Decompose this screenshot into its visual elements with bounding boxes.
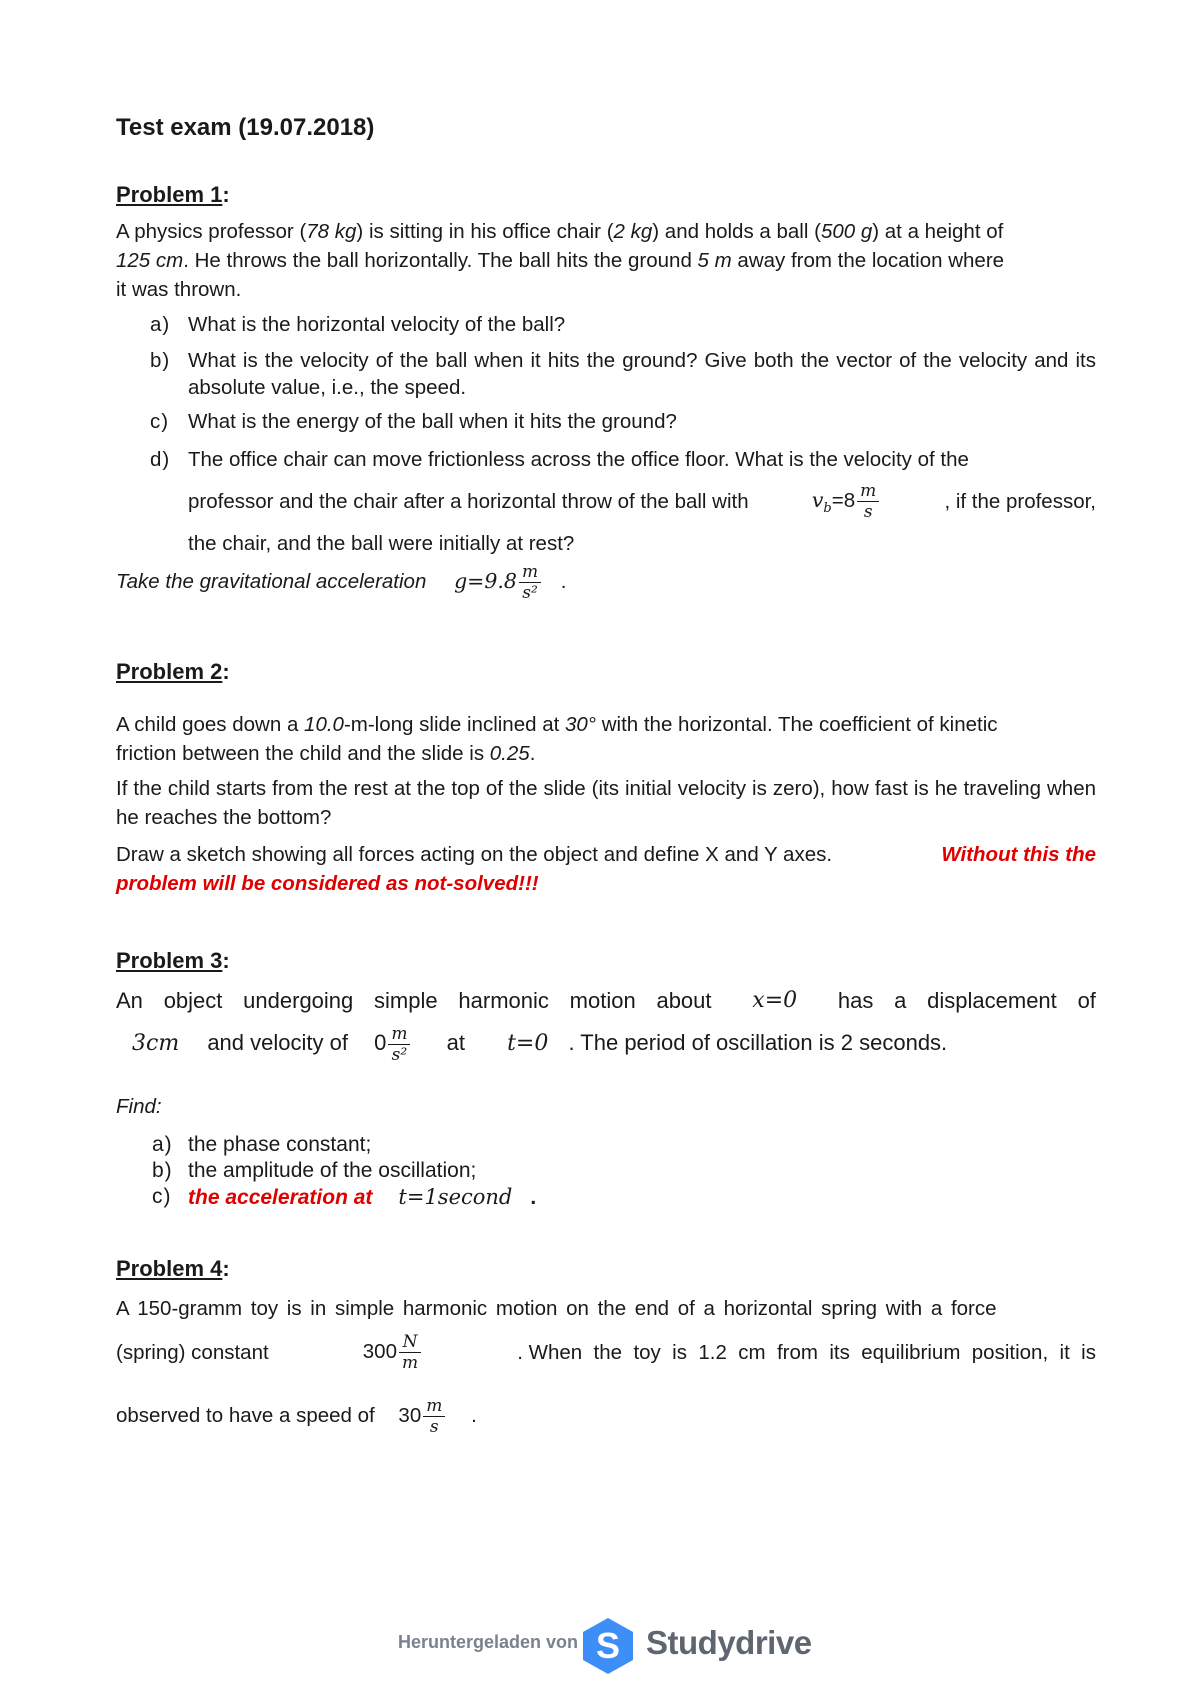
problem-1-item-a: a) What is the horizontal velocity of the ball? [150, 313, 566, 336]
problem-4-line-1: A 150-gramm toy is in simple harmonic motion on the end of a horizontal spring with a force [116, 1297, 997, 1320]
studydrive-logo-icon [578, 1616, 638, 1676]
problem-2-heading: Problem 2: [116, 659, 230, 684]
problem-1-item-b: b) What is the velocity of the ball when it hits the ground? Give both the vector of the velocity and its absolute value, i.e., the speed. [150, 349, 1096, 399]
problem-3-line-2: 3cm and velocity of 0 $\frac{m}{\text{s²}}$ at t=0 . The period of oscillation is 2 seconds. [132, 1024, 948, 1065]
problem-3-heading: Problem 3: [116, 948, 230, 973]
velocity-zero-fraction: $\frac{m}{\text{s²}}$ [388, 1024, 410, 1065]
problem-2-para-3: Draw a sketch showing all forces acting on the object and define X and Y axes. Without this the problem will be considered as not-solved!!! [116, 843, 1096, 895]
problem-3-item-a: a) the phase constant; [152, 1133, 372, 1156]
page-title: Test exam (19.07.2018) [116, 114, 375, 141]
problem-3-item-c: c) the acceleration at t=1second . [152, 1185, 537, 1209]
problem-1-item-d: d) The office chair can move frictionless across the office floor. What is the velocity of the professor and the chair after a horizontal throw of the ball with $v_b=8$ $\frac{m}{s}$ , if the professor, the chair, and the ball were initially at rest? [150, 448, 1096, 556]
logo-letter: S [595, 1625, 621, 1666]
problem-2-para-1: A child goes down a 10.0-m-long slide inclined at 30° with the horizontal. The coefficient of kinetic friction between the child and the slide is 0.25. [116, 713, 998, 765]
problem-4-line-2: (spring) constant 300 $\frac{N}{m}$ . When the toy is 1.2 cm from its equilibrium position, it is [116, 1332, 1096, 1373]
problem-1-heading: Problem 1: [116, 182, 230, 207]
velocity-fraction: $\frac{m}{s}$ [857, 481, 879, 522]
studydrive-brand[interactable]: Studydrive [646, 1624, 812, 1661]
spring-constant-fraction: $\frac{N}{m}$ [399, 1332, 421, 1373]
find-label: Find: [116, 1095, 162, 1118]
problem-4-line-3: observed to have a speed of 30 $\frac{m}{s}$ . [116, 1396, 477, 1437]
speed-fraction: $\frac{m}{s}$ [423, 1396, 445, 1437]
problem-2-para-2: If the child starts from the rest at the top of the slide (its initial velocity is zero), how fast is he traveling when he reaches the bottom? [116, 777, 1096, 829]
problem-1-intro: A physics professor (78 kg) is sitting in his office chair (2 kg) and holds a ball (500 g) at a height of 125 cm. He throws the ball horizontally. The ball hits the ground 5 m away from the location where it was thrown. [116, 220, 1005, 301]
gravity-fraction: $\frac{m}{\text{s²}}$ [519, 562, 541, 603]
problem-1-item-c: c) What is the energy of the ball when it hits the ground? [150, 410, 677, 433]
downloaded-from-text: Heruntergeladen von [398, 1632, 579, 1652]
problem-3-item-b: b) the amplitude of the oscillation; [152, 1159, 477, 1182]
gravity-note: Take the gravitational acceleration g=9.8 $\frac{m}{\text{s²}}$ . [116, 562, 567, 603]
problem-3-line-1: An object undergoing simple harmonic motion about x=0 has a displacement of [116, 988, 1096, 1013]
problem-4-heading: Problem 4: [116, 1256, 230, 1281]
